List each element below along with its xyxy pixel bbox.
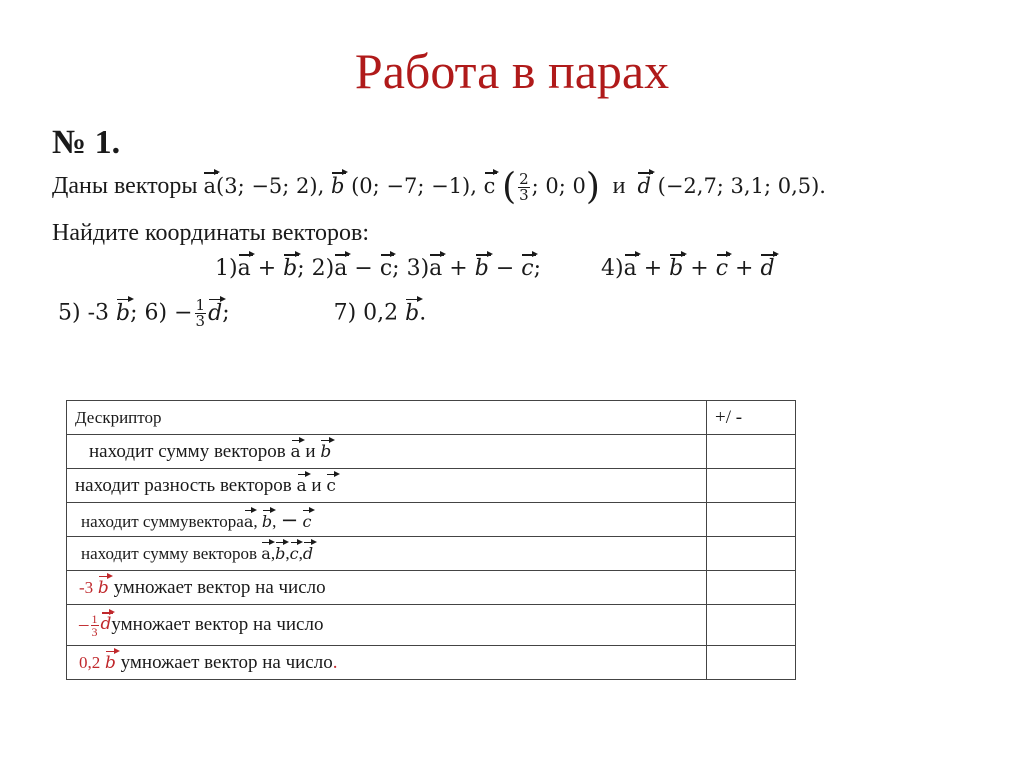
minus-sign: − bbox=[495, 256, 515, 281]
plus-sign: + bbox=[735, 256, 754, 281]
task-2-label: 2) bbox=[311, 256, 335, 281]
sep: ; bbox=[130, 300, 138, 326]
minus-sign: − bbox=[354, 256, 373, 281]
find-text: Найдите координаты векторов: bbox=[52, 220, 370, 246]
plus-sign: + bbox=[690, 256, 709, 281]
row-3-cell: находит суммувектораa, b, − c bbox=[67, 503, 707, 537]
row-7-b: b bbox=[105, 652, 116, 673]
tasks-line-1 bbox=[215, 256, 775, 281]
vector-b: b bbox=[330, 174, 345, 198]
sep: ; bbox=[297, 256, 305, 281]
row-4-text: находит сумму векторов bbox=[81, 543, 258, 563]
row-6-mark-cell[interactable] bbox=[707, 605, 796, 646]
table-row bbox=[67, 503, 796, 537]
row-5-prefix: -3 bbox=[79, 577, 94, 597]
task-3-a: a bbox=[429, 256, 443, 281]
task-2-a: a bbox=[334, 256, 348, 281]
row-7-dot: . bbox=[332, 651, 338, 673]
row-5-b: b bbox=[97, 577, 109, 598]
task-4-a: a bbox=[623, 256, 637, 281]
row-2-and: и bbox=[311, 474, 322, 496]
c-fraction bbox=[518, 172, 530, 203]
row-4-cell: находит сумму векторов a,b,c,d bbox=[67, 537, 707, 571]
task-4-b: b bbox=[669, 256, 684, 281]
row-1-b: b bbox=[320, 441, 332, 462]
period: . bbox=[419, 300, 427, 326]
row-3-c: c bbox=[302, 511, 312, 531]
row-1-mark-cell[interactable] bbox=[707, 435, 796, 469]
c-frac-num: 2 bbox=[519, 170, 529, 188]
c-frac-den: 3 bbox=[519, 186, 529, 204]
task-3-c: c bbox=[521, 256, 534, 281]
sep: ; bbox=[222, 300, 230, 326]
table-row bbox=[67, 646, 796, 680]
row-4-b: b bbox=[275, 543, 286, 563]
row-6-d: d bbox=[100, 614, 112, 635]
header-descriptor: Дескриптор bbox=[67, 401, 707, 435]
table-row bbox=[67, 605, 796, 646]
row-3-text: находит суммувектора bbox=[81, 511, 244, 531]
header-plus-minus: +/ - bbox=[707, 401, 796, 435]
task-4-d: d bbox=[760, 256, 775, 281]
task-5-label: 5) -3 bbox=[58, 300, 110, 326]
given-prefix: Даны векторы bbox=[52, 173, 198, 199]
row-6-text: умножает вектор на число bbox=[111, 613, 324, 635]
task-1-b: b bbox=[283, 256, 298, 281]
table-row bbox=[67, 537, 796, 571]
row-5-mark-cell[interactable] bbox=[707, 571, 796, 605]
plus-sign: + bbox=[257, 256, 277, 281]
row-6-fraction bbox=[91, 613, 99, 638]
row-5-text: умножает вектор на число bbox=[113, 576, 326, 598]
row-3-minus: − bbox=[280, 507, 299, 532]
plus-sign: + bbox=[449, 256, 468, 281]
row-1-and: и bbox=[305, 440, 316, 462]
row-7-prefix: 0,2 bbox=[79, 652, 101, 672]
vector-a-coords: (3; −5; 2), bbox=[216, 174, 325, 198]
task-4-label: 4) bbox=[601, 256, 624, 281]
row-6-cell bbox=[67, 605, 707, 646]
paren-open: ( bbox=[502, 166, 517, 208]
vector-d: d bbox=[637, 174, 651, 198]
row-7-mark-cell[interactable] bbox=[707, 646, 796, 680]
task-3-b: b bbox=[474, 256, 489, 281]
descriptor-table bbox=[66, 400, 796, 680]
row-2-text: находит разность векторов bbox=[75, 474, 292, 496]
given-vectors-line bbox=[52, 166, 826, 208]
row-4-a: a bbox=[261, 543, 271, 563]
row-1-text: находит сумму векторов bbox=[89, 440, 286, 462]
row-1-cell bbox=[67, 435, 707, 469]
tasks-line-2 bbox=[58, 298, 426, 329]
row-7-cell bbox=[67, 646, 707, 680]
task-6-den: 3 bbox=[195, 312, 206, 330]
row-5-cell bbox=[67, 571, 707, 605]
table-header-row bbox=[67, 401, 796, 435]
plus-sign: + bbox=[643, 256, 663, 281]
row-2-a: a bbox=[296, 475, 307, 496]
task-1-a: a bbox=[237, 256, 251, 281]
vector-c: c bbox=[483, 174, 496, 198]
row-4-mark-cell[interactable] bbox=[707, 537, 796, 571]
row-3-mark-cell[interactable] bbox=[707, 503, 796, 537]
task-7-label: 7) 0,2 bbox=[333, 300, 399, 326]
row-6-num: 1 bbox=[91, 611, 98, 626]
row-3-a: a bbox=[243, 511, 254, 531]
row-3-b: b bbox=[261, 511, 273, 531]
task-6-label: 6) − bbox=[144, 300, 193, 326]
row-4-d: d bbox=[302, 543, 314, 563]
sep: ; bbox=[392, 256, 400, 281]
table-row bbox=[67, 571, 796, 605]
task-5-b: b bbox=[116, 300, 131, 326]
row-2-mark-cell[interactable] bbox=[707, 469, 796, 503]
page-title: Работа в парах bbox=[354, 43, 670, 99]
row-6-minus: – bbox=[79, 613, 89, 635]
sep: ; bbox=[533, 256, 542, 281]
row-1-a: a bbox=[290, 441, 301, 462]
task-2-c: c bbox=[379, 256, 393, 281]
task-number: № 1. bbox=[52, 124, 121, 161]
task-7-b: b bbox=[405, 300, 420, 326]
table-row bbox=[67, 435, 796, 469]
row-6-den: 3 bbox=[91, 624, 98, 639]
table-row bbox=[67, 469, 796, 503]
row-2-c: c bbox=[326, 475, 336, 496]
row-4-c: c bbox=[289, 543, 299, 563]
vector-b-coords: (0; −7; −1), bbox=[351, 174, 477, 198]
task-1-label: 1) bbox=[215, 256, 238, 281]
task-4-c: c bbox=[715, 256, 729, 281]
task-6-d: d bbox=[208, 300, 223, 326]
task-6-fraction bbox=[195, 298, 207, 329]
vector-c-coords: ; 0; 0 bbox=[531, 174, 586, 198]
row-7-text: умножает вектор на число bbox=[120, 651, 333, 673]
conj-and: и bbox=[612, 173, 626, 199]
task-3-label: 3) bbox=[406, 256, 430, 281]
paren-close: ) bbox=[585, 166, 600, 208]
task-6-num: 1 bbox=[195, 296, 206, 314]
vector-a: a bbox=[203, 174, 217, 198]
vector-d-coords: (−2,7; 3,1; 0,5). bbox=[657, 174, 826, 198]
row-2-cell bbox=[67, 469, 707, 503]
